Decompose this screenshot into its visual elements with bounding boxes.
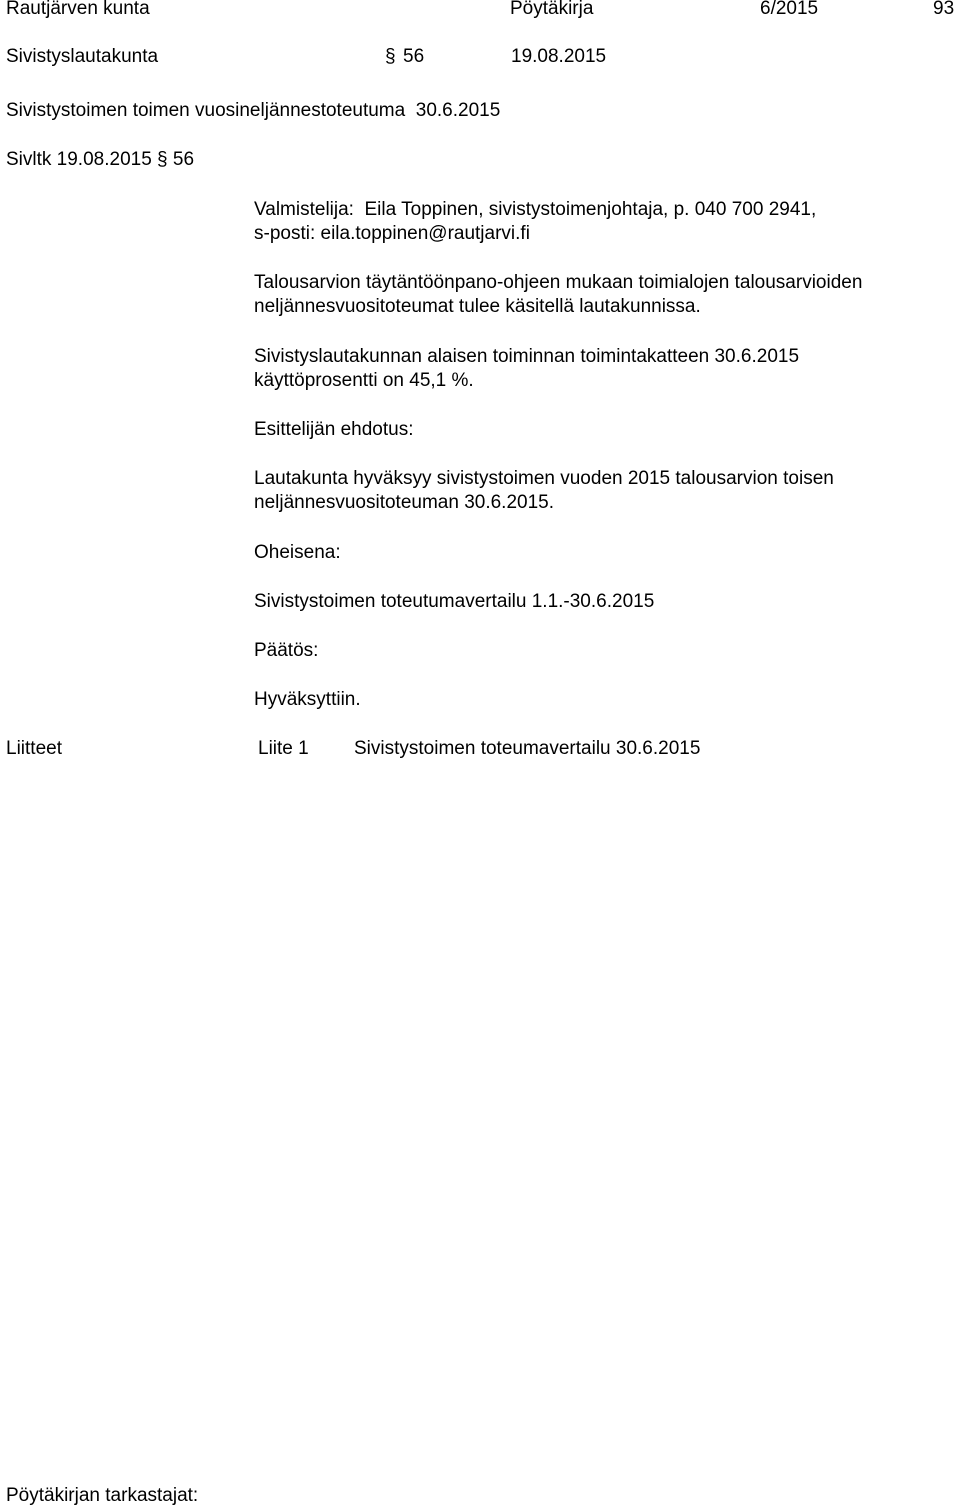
page-number: 93 [933, 0, 955, 19]
proposal-text [254, 467, 954, 515]
municipality-name: Rautjärven kunta [6, 0, 150, 19]
attachment-title: Sivistystoimen toteumavertailu 30.6.2015 [354, 738, 701, 759]
attached-item: Sivistystoimen toteutumavertailu 1.1.-30.6.2015 [254, 591, 655, 612]
reviewers-label: Pöytäkirjan tarkastajat: [6, 1485, 199, 1506]
decision-text: Hyväksyttiin. [254, 689, 361, 710]
attachment-id: Liite 1 [258, 738, 309, 759]
proposal-line-2: neljännesvuositoteuman 30.6.2015. [254, 492, 555, 513]
preparer-line-2: s-posti: eila.toppinen@rautjarvi.fi [254, 223, 530, 244]
matter-reference: Sivltk 19.08.2015 § 56 [6, 149, 195, 170]
attachments-label: Liitteet [6, 738, 62, 759]
paragraph-2-line-1: Sivistyslautakunnan alaisen toiminnan toimintakatteen 30.6.2015 [254, 346, 800, 367]
paragraph-1-line-2: neljännesvuositoteumat tulee käsitellä lautakunnissa. [254, 296, 701, 317]
section-sign: § [385, 46, 396, 67]
section-number: 56 [403, 46, 425, 67]
proposal-line-1: Lautakunta hyväksyy sivistystoimen vuoden 2015 talousarvion toisen [254, 468, 834, 489]
board-name: Sivistyslautakunta [6, 46, 159, 67]
paragraph-2-line-2: käyttöprosentti on 45,1 %. [254, 370, 474, 391]
paragraph-1-line-1: Talousarvion täytäntöönpano-ohjeen mukaan toimialojen talousarvioiden [254, 272, 863, 293]
proposal-heading: Esittelijän ehdotus: [254, 419, 414, 440]
decision-heading: Päätös: [254, 640, 319, 661]
preparer-line-1: Valmistelija: Eila Toppinen, sivistystoimenjohtaja, p. 040 700 2941, [254, 199, 817, 220]
attached-heading: Oheisena: [254, 542, 341, 563]
matter-title: Sivistystoimen toimen vuosineljännestoteutuma 30.6.2015 [6, 100, 501, 121]
preparer-info [254, 198, 954, 246]
document-number: 6/2015 [760, 0, 819, 19]
document-type: Pöytäkirja [510, 0, 594, 19]
meeting-date: 19.08.2015 [511, 46, 607, 67]
paragraph-2 [254, 345, 954, 393]
paragraph-1 [254, 271, 954, 319]
